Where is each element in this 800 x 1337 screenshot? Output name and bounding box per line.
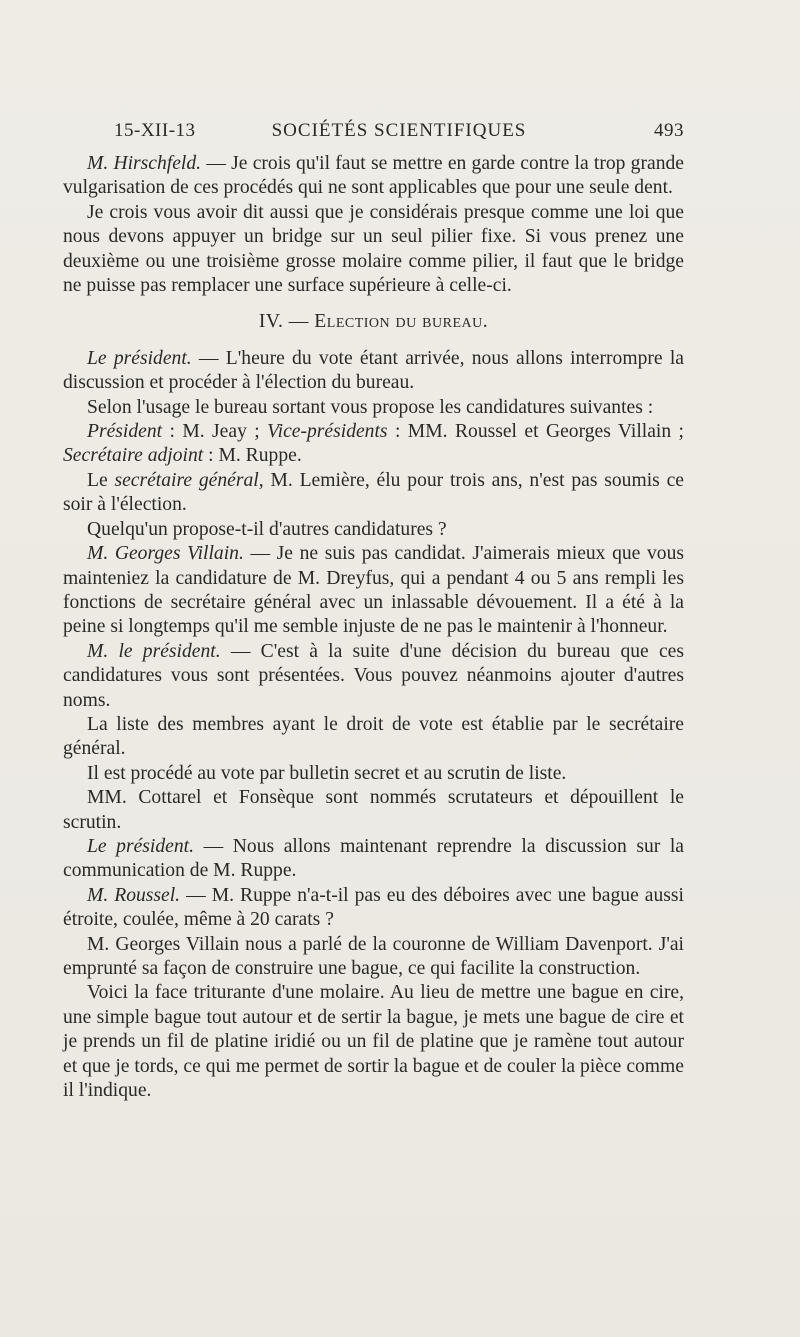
- header-title: SOCIÉTÉS SCIENTIFIQUES: [271, 120, 527, 141]
- paragraph: [63, 347, 684, 396]
- speaker-name: M. Hirschfeld.: [87, 153, 202, 174]
- paragraph-text: Je crois vous avoir dit aussi que je considérais presque comme une loi que nous devons appuyer un bridge sur un seul pilier fixe. Si vous prenez une deuxième ou une troisième grosse molaire comme pilier, il faut que le bridge ne puisse pas remplacer une surface supérieure à celle-ci.: [63, 201, 684, 297]
- speaker-name: M. Roussel.: [87, 884, 181, 906]
- paragraph-text: Le: [87, 469, 115, 491]
- paragraph-text: — Je crois qu'il faut se mettre en garde contre la trop grande vulgarisation de ces procédés qui ne sont applicables que pour une seule dent.: [63, 153, 684, 199]
- paragraph-text: — Nous allons maintenant reprendre la discussion sur la communication de M. Ruppe.: [63, 835, 684, 882]
- paragraph: [63, 835, 684, 884]
- page-number: 493: [654, 120, 684, 141]
- heading-number: IV. —: [258, 311, 315, 333]
- paragraph-text: : M. Jeay ;: [162, 421, 268, 443]
- paragraph: [63, 542, 684, 640]
- paragraph: [63, 420, 684, 469]
- paragraph-text: M. Lemière, élu pour trois ans, n'est pas soumis ce soir à l'élection.: [63, 469, 684, 516]
- paragraph: [63, 201, 684, 299]
- paragraph: [63, 981, 684, 1103]
- paragraph-text: — L'heure du vote étant arrivée, nous allons interrompre la discussion et procéder à l'élection du bureau.: [63, 347, 684, 394]
- paragraph: [63, 469, 684, 518]
- paragraph: [63, 884, 684, 933]
- paragraph: [63, 713, 684, 762]
- paragraph-text: — C'est à la suite d'une décision du bureau que ces candidatures vous sont présentées. Vous pouvez néanmoins ajouter d'autres noms.: [63, 640, 684, 711]
- paragraph-text: — Je ne suis pas candidat. J'aimerais mieux que vous mainteniez la candidature de M. Dreyfus, qui a pendant 4 ou 5 ans rempli les fonctions de secrétaire général avec un inlassable dévouement. Il a été à la peine si longtemps qu'il me semble injuste de ne pas le maintenir à l'honneur.: [63, 543, 684, 638]
- paragraph: [63, 933, 684, 982]
- paragraph: [63, 396, 684, 420]
- paragraph-text: Il est procédé au vote par bulletin secret et au scrutin de liste.: [87, 762, 567, 784]
- paragraph-text: Voici la face triturante d'une molaire. Au lieu de mettre une bague en cire, une simple bague tout autour et de sertir la bague, je mets une bague de cire et je prends un fil de platine iridié ou un fil de platine que je ramène tout autour et que je tords, ce qui me permet de sortir la bague et de couler la pièce comme il l'indique.: [63, 982, 684, 1102]
- header-date: 15-XII-13: [114, 120, 196, 141]
- paragraph-text: : M. Ruppe.: [203, 445, 302, 467]
- paragraph-text: La liste des membres ayant le droit de vote est établie par le secrétaire général.: [63, 713, 684, 760]
- paragraph: [63, 762, 684, 786]
- role-label: Président: [87, 421, 163, 443]
- paragraph: [63, 518, 684, 542]
- heading-title: Election du bureau.: [314, 311, 489, 333]
- speaker-name: Le président.: [87, 835, 194, 857]
- paragraph-text: Selon l'usage le bureau sortant vous propose les candidatures suivantes :: [87, 396, 654, 418]
- speaker-name: M. le président.: [87, 640, 221, 662]
- paragraph-text: M. Georges Villain nous a parlé de la couronne de William Davenport. J'ai emprunté sa façon de construire une bague, ce qui facilite la construction.: [63, 933, 684, 979]
- paragraph-text: — M. Ruppe n'a-t-il pas eu des déboires avec une bague aussi étroite, coulée, même à 20 carats ?: [63, 884, 684, 931]
- running-header: [114, 120, 684, 146]
- paragraph-text: : MM. Roussel et Georges Villain ;: [387, 421, 685, 443]
- speaker-name: M. Georges Villain.: [87, 543, 244, 565]
- paragraph: [63, 640, 684, 713]
- role-label: Secrétaire adjoint: [63, 445, 204, 467]
- paragraph-text: Quelqu'un propose-t-il d'autres candidatures ?: [87, 518, 447, 540]
- role-label: Vice-présidents: [267, 421, 388, 443]
- paragraph: [63, 786, 684, 835]
- speaker-name: Le président.: [87, 347, 192, 369]
- body-text: [63, 152, 684, 1103]
- section-heading: [63, 310, 684, 334]
- paragraph: [63, 152, 684, 201]
- role-label: secrétaire général,: [114, 469, 264, 491]
- paragraph-text: MM. Cottarel et Fonsèque sont nommés scrutateurs et dépouillent le scrutin.: [63, 787, 684, 833]
